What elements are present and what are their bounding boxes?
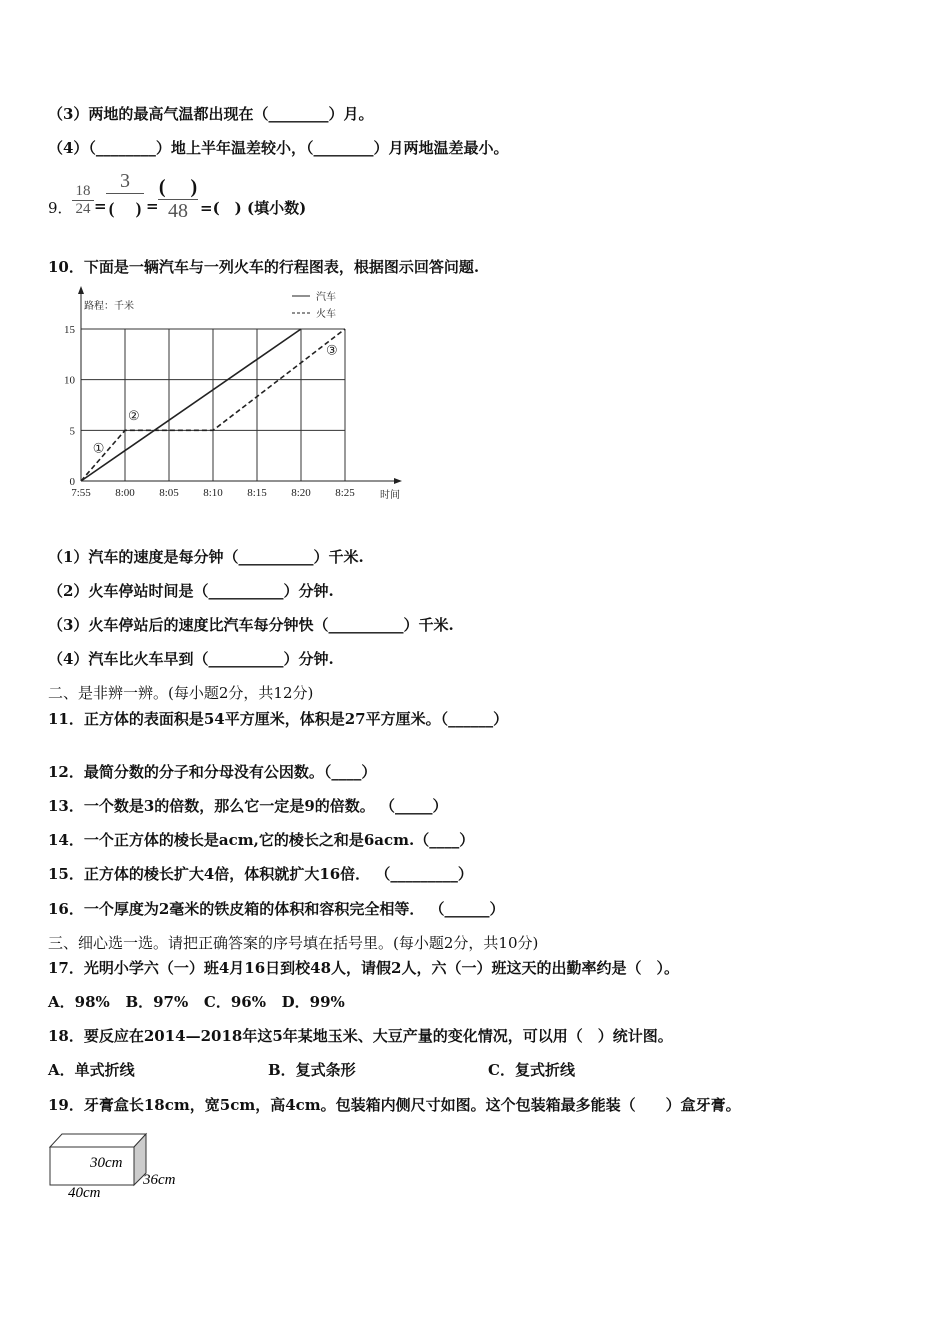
q18: 18．要反应在2014—2018年这5年某地玉米、大豆产量的变化情况，可以用（ ）统计图。 [48,1027,673,1045]
q17-options [48,991,345,1012]
height-label: 30cm [90,1155,123,1171]
q11: 11．正方体的表面积是54平方厘米，体积是27平方厘米。（______） [48,710,509,728]
legend-label: 火车 [316,309,336,320]
x-tick-label: 8:05 [159,487,179,499]
q16: 16．一个厚度为2毫米的铁皮箱的体积和容积完全相等． （______） [48,900,505,918]
q14: 14．一个正方体的棱长是acm,它的棱长之和是6acm.（____） [48,831,475,849]
width-label: 36cm [143,1172,176,1188]
x-tick-label: 7:55 [71,487,91,499]
box-top [50,1134,146,1147]
denominator: ( ) [108,199,142,218]
y-tick-label: 0 [69,476,75,488]
numerator: 3 [106,170,144,194]
x-axis-label: 时间 [380,490,400,501]
q18-option-c: C．复式折线 [488,1061,575,1079]
option-d: D．99% [281,993,345,1011]
q9-fraction-1 [72,183,94,218]
legend-label: 汽车 [316,292,336,303]
q10-part2: （2）火车停站时间是（__________）分钟. [48,582,334,600]
q18-option-a: A．单式折线 [48,1061,135,1079]
series-line-0 [81,329,301,481]
travel-chart [60,280,410,505]
q9-number: 9． [48,199,73,217]
q8-part3: （3）两地的最高气温都出现在（________）月。 [48,105,374,123]
box-diagram [40,1125,200,1205]
denominator: 48 [168,200,188,222]
length-label: 40cm [68,1185,101,1201]
option-a: A．98% [48,993,110,1011]
x-tick-label: 8:00 [115,487,135,499]
q18-option-b: B．复式条形 [268,1061,356,1079]
q9-fraction-2 [106,170,144,220]
y-tick-label: 10 [64,374,75,387]
q19: 19．牙膏盒长18cm，宽5cm，高4cm。包装箱内侧尺寸如图。这个包装箱最多能装（ ）盒牙膏。 [48,1096,741,1114]
option-b: B．97% [125,993,189,1011]
q13: 13．一个数是3的倍数，那么它一定是9的倍数。 （_____） [48,797,448,815]
q8-part4: （4）（________）地上半年温差较小，（________）月两地温差最小。 [48,139,509,157]
q15: 15．正方体的棱长扩大4倍，体积就扩大16倍． （_________） [48,865,473,883]
q10-title: 10．下面是一辆汽车与一列火车的行程图表，根据图示回答问题. [48,258,480,276]
q10-part3: （3）火车停站后的速度比汽车每分钟快（__________）千米. [48,616,454,634]
y-axis-label: 路程：千米 [84,301,134,312]
numerator: 18 [72,183,94,201]
y-tick-label: 5 [69,425,75,438]
equals: = [94,197,107,215]
numerator: ( ) [158,170,198,200]
q10-part4: （4）汽车比火车早到（__________）分钟. [48,650,334,668]
q17: 17．光明小学六（一）班4月16日到校48人，请假2人，六（一）班这天的出勤率约是（ ）。 [48,959,679,977]
x-tick-label: 8:25 [335,487,355,499]
x-axis-arrow [394,478,402,484]
annotation-marker: ① [92,440,105,456]
x-tick-label: 8:20 [291,487,311,499]
y-tick-label: 15 [64,324,75,336]
equals: = [146,197,159,215]
x-tick-label: 8:10 [203,487,223,499]
annotation-marker: ③ [325,342,338,358]
annotation-marker: ② [127,408,140,424]
section-2-heading: 二、是非辨一辨。(每小题2分，共12分) [48,684,314,702]
x-tick-label: 8:15 [247,487,267,499]
q9-tail: =( ) (填小数) [200,199,307,217]
q12: 12．最简分数的分子和分母没有公因数。（____） [48,763,377,781]
y-axis-arrow [78,286,84,294]
q9-fraction-3 [158,170,198,223]
denominator: 24 [75,201,91,217]
option-c: C．96% [203,993,266,1011]
q10-part1: （1）汽车的速度是每分钟（__________）千米. [48,548,364,566]
section-3-heading: 三、细心选一选。请把正确答案的序号填在括号里。(每小题2分，共10分) [48,934,539,952]
